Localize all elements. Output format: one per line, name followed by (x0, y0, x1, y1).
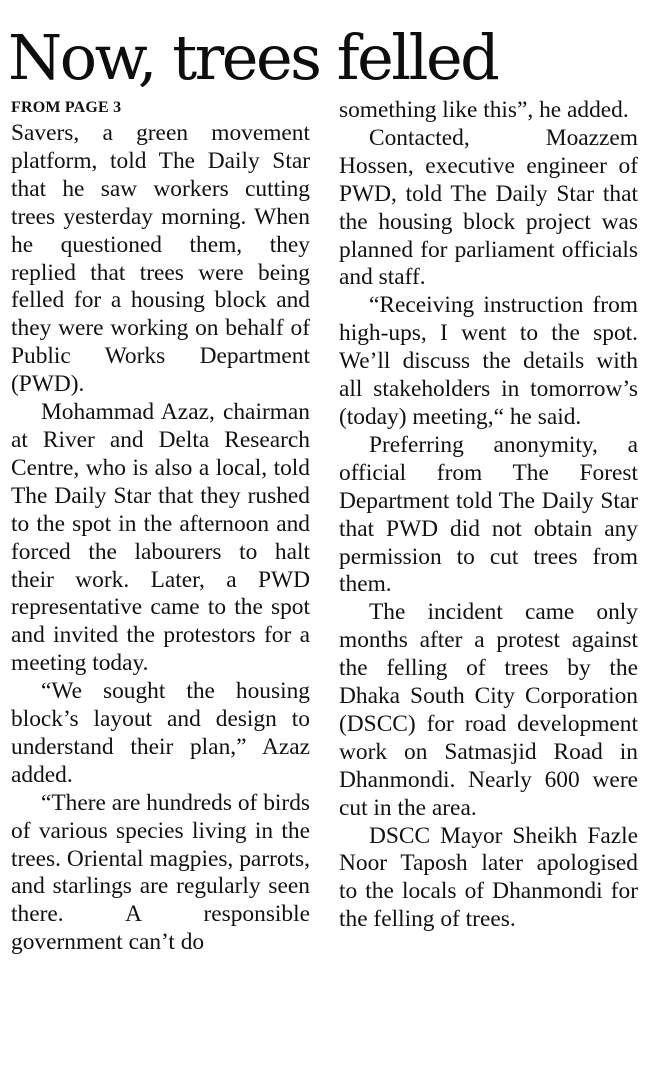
paragraph: “Receiving instruction from high-ups, I went to the spot. We’ll discuss the details with all stakeholders in tomorrow’s (today) meeting,“ he said. (339, 292, 638, 430)
paragraph: Mohammad Azaz, chairman at River and Delta Research Centre, who is also a local, told The Daily Star that they rushed to the spot in the afternoon and forced the labourers to halt their work. Later, a PWD representative came to the spot and invited the protestors for a meeting today. (11, 399, 310, 677)
paragraph: DSCC Mayor Sheikh Fazle Noor Taposh later apologised to the locals of Dhanmondi for the felling of trees. (339, 822, 638, 933)
paragraph: “We sought the housing block’s layout and design to understand their plan,” Azaz added. (11, 678, 310, 788)
paragraph: “There are hundreds of birds of various species living in the trees. Oriental magpies, parrots, and starlings are regularly seen there. A responsible government can’t do (11, 789, 310, 956)
headline: Now, trees felled (8, 21, 498, 94)
paragraph: Savers, a green movement platform, told The Daily Star that he saw workers cutting trees yesterday morning. When he questioned them, they replied that trees were being felled for a housing block and they were working on behalf of Public Works Department (PWD). (11, 120, 310, 398)
jump-label: FROM PAGE 3 (11, 99, 122, 116)
paragraph: Preferring anonymity, a official from The Forest Department told The Daily Star that PWD did not obtain any permission to cut trees from them. (339, 431, 638, 598)
paragraph: The incident came only months after a protest against the felling of trees by the Dhaka South City Corporation (DSCC) for road development work on Satmasjid Road in Dhanmondi. Nearly 600 were cut in the area. (339, 599, 638, 821)
article-column-right (339, 97, 638, 934)
paragraph: something like this”, he added. (339, 97, 629, 123)
paragraph: Contacted, Moazzem Hossen, executive engineer of PWD, told The Daily Star that the housing block project was planned for parliament officials and staff. (339, 124, 638, 291)
article-column-left (11, 120, 310, 957)
